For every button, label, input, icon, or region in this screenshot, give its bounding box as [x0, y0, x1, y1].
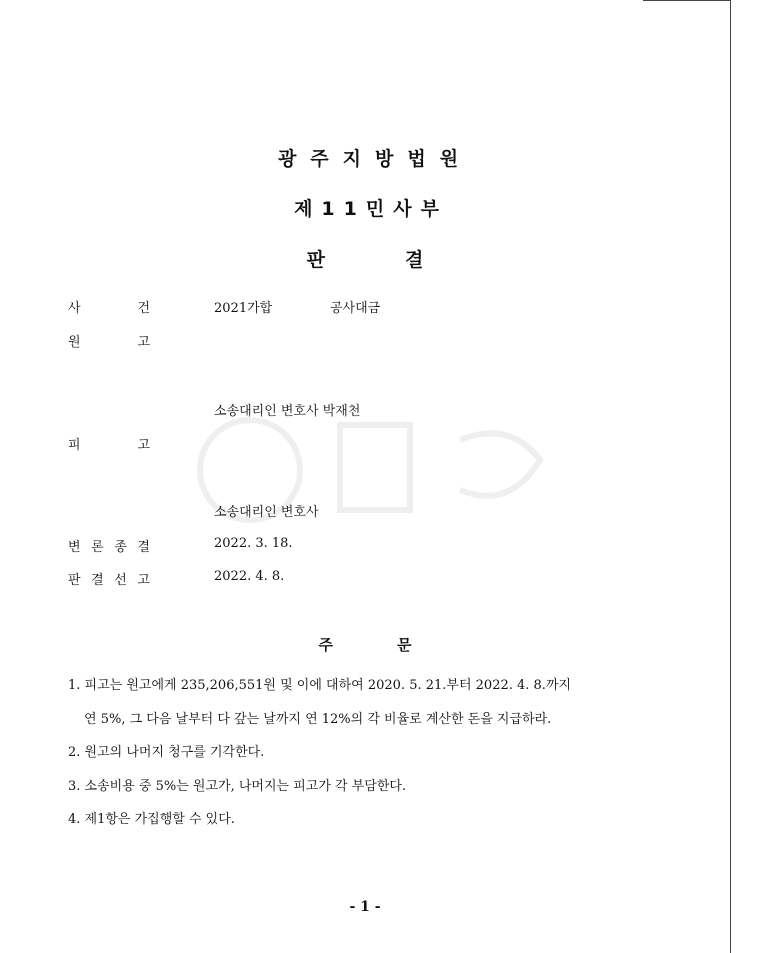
- defendant-label: 피 고: [68, 438, 150, 453]
- document-type-right: 결: [405, 249, 424, 271]
- page-border-right: [730, 0, 731, 953]
- order-title: 주 문: [318, 636, 412, 654]
- division-name: 제11민사부: [294, 198, 448, 220]
- defendant-attorney: 소송대리인 변호사: [214, 505, 319, 520]
- case-label: 사 건: [68, 301, 150, 316]
- case-number: 2021가합: [214, 301, 273, 316]
- plaintiff-attorney: 소송대리인 변호사 박재천: [214, 404, 361, 419]
- order-item-4: 4. 제1항은 가집행할 수 있다.: [68, 812, 235, 827]
- verdict-label: 판 결 선 고: [68, 573, 150, 588]
- page-number: - 1 -: [349, 899, 381, 915]
- verdict-date: 2022. 4. 8.: [214, 569, 285, 584]
- court-name: 광주지방법원: [277, 148, 473, 170]
- order-item-3: 3. 소송비용 중 5%는 원고가, 나머지는 피고가 각 부담한다.: [68, 779, 407, 794]
- document-type: [0, 245, 730, 272]
- closing-argument-date: 2022. 3. 18.: [214, 536, 293, 551]
- document-type-left: 판: [306, 249, 325, 271]
- order-item-1-continued: 연 5%, 그 다음 날부터 다 갚는 날까지 연 12%의 각 비율로 계산한 돈을 지급하라.: [84, 712, 552, 727]
- plaintiff-label: 원 고: [68, 335, 150, 350]
- case-name: 공사대금: [330, 301, 381, 316]
- closing-argument-label: 변 론 종 결: [68, 540, 150, 555]
- order-item-2: 2. 원고의 나머지 청구를 기각한다.: [68, 745, 265, 760]
- order-item-1: 1. 피고는 원고에게 235,206,551원 및 이에 대하여 2020. 5. 21.부터 2022. 4. 8.까지: [68, 678, 572, 693]
- page-border-top: [643, 0, 731, 1]
